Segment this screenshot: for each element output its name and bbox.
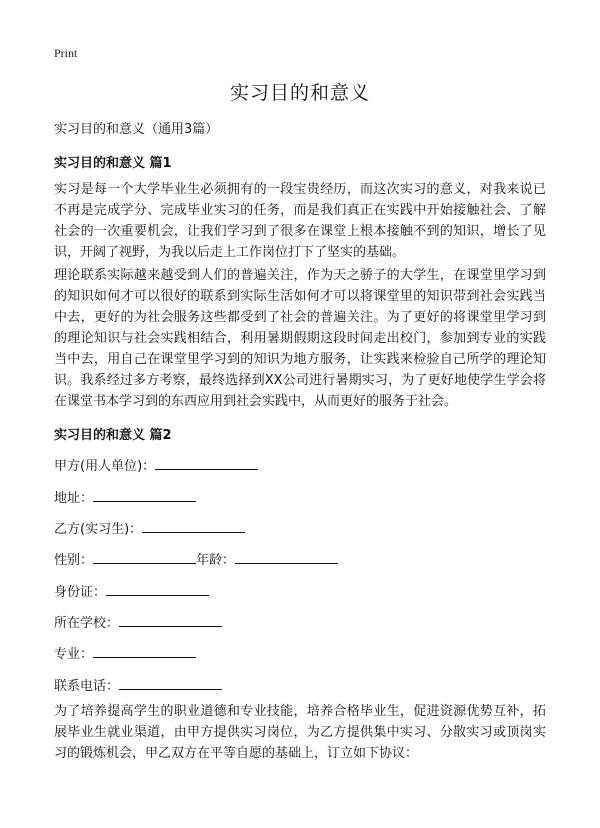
school-blank[interactable] bbox=[119, 614, 222, 627]
phone-field bbox=[54, 675, 222, 694]
section-1-paragraph-2: 理论联系实际越来越受到人们的普遍关注，作为天之骄子的大学生，在课堂里学习到的知识如何才可以很好的联系到实际生活如何才可以将课堂里的知识带到社会实践当中去，更好的为社会服务这些都受到了社会的普遍关注。为了更好的将课堂里学习到的理论知识与社会实践相结合，利用暑期假期这段时间走出校门，参加到专业的实践当中去，用自己在课堂里学习到的知识为地方服务，让实践来检验自己所学的理论知识。我系经过多方考察，最终选择到XX公司进行暑期实习，为了更好地使学生学会将在课堂书本学习到的东西应用到社会实践中，从而更好的服务于社会。 bbox=[54, 268, 546, 409]
party-b-blank[interactable] bbox=[142, 520, 245, 533]
id-card-field bbox=[54, 581, 209, 600]
section-1-paragraph-1: 实习是每一个大学毕业生必须拥有的一段宝贵经历，而这次实习的意义，对我来说已不再是完成学分、完成毕业实习的任务，而是我们真正在实践中开始接触社会、了解社会的一次重要机会，让我们学习到了很多在课堂上根本接触不到的知识，增长了见识，开阔了视野，为我以后走上工作岗位打下了坚实的基础。 bbox=[54, 182, 546, 260]
section-2-heading: 实习目的和意义 篇2 bbox=[54, 428, 172, 443]
party-b-label: 乙方(实习生)： bbox=[54, 522, 143, 537]
party-a-field bbox=[54, 455, 258, 474]
address-field bbox=[54, 487, 196, 506]
page-title: 实习目的和意义 bbox=[229, 82, 370, 104]
gender-age-field bbox=[54, 549, 338, 568]
school-label: 所在学校： bbox=[54, 616, 120, 631]
party-a-blank[interactable] bbox=[155, 457, 258, 470]
address-label: 地址： bbox=[54, 491, 94, 506]
major-label: 专业： bbox=[54, 647, 94, 662]
section-2-paragraph: 为了培养提高学生的职业道德和专业技能，培养合格毕业生，促进资源优势互补，拓展毕业生就业渠道，由甲方提供实习岗位，为乙方提供集中实习、分散实习或顶岗实习的锻炼机会，甲乙双方在平等自愿的基础上，订立如下协议： bbox=[54, 704, 546, 761]
print-link[interactable]: Print bbox=[54, 46, 78, 60]
age-blank[interactable] bbox=[235, 551, 338, 564]
id-card-label: 身份证： bbox=[54, 585, 107, 600]
age-label: 年龄： bbox=[196, 553, 236, 568]
major-blank[interactable] bbox=[93, 645, 196, 658]
party-b-field bbox=[54, 518, 245, 537]
id-card-blank[interactable] bbox=[106, 583, 209, 596]
school-field bbox=[54, 612, 222, 631]
phone-label: 联系电话： bbox=[54, 679, 120, 694]
major-field bbox=[54, 643, 196, 662]
document-subtitle: 实习目的和意义（通用3篇） bbox=[54, 122, 219, 137]
gender-label: 性别： bbox=[54, 553, 94, 568]
address-blank[interactable] bbox=[93, 489, 196, 502]
party-a-label: 甲方(用人单位)： bbox=[54, 459, 156, 474]
phone-blank[interactable] bbox=[119, 677, 222, 690]
gender-blank[interactable] bbox=[93, 551, 196, 564]
section-1-heading: 实习目的和意义 篇1 bbox=[54, 156, 172, 171]
